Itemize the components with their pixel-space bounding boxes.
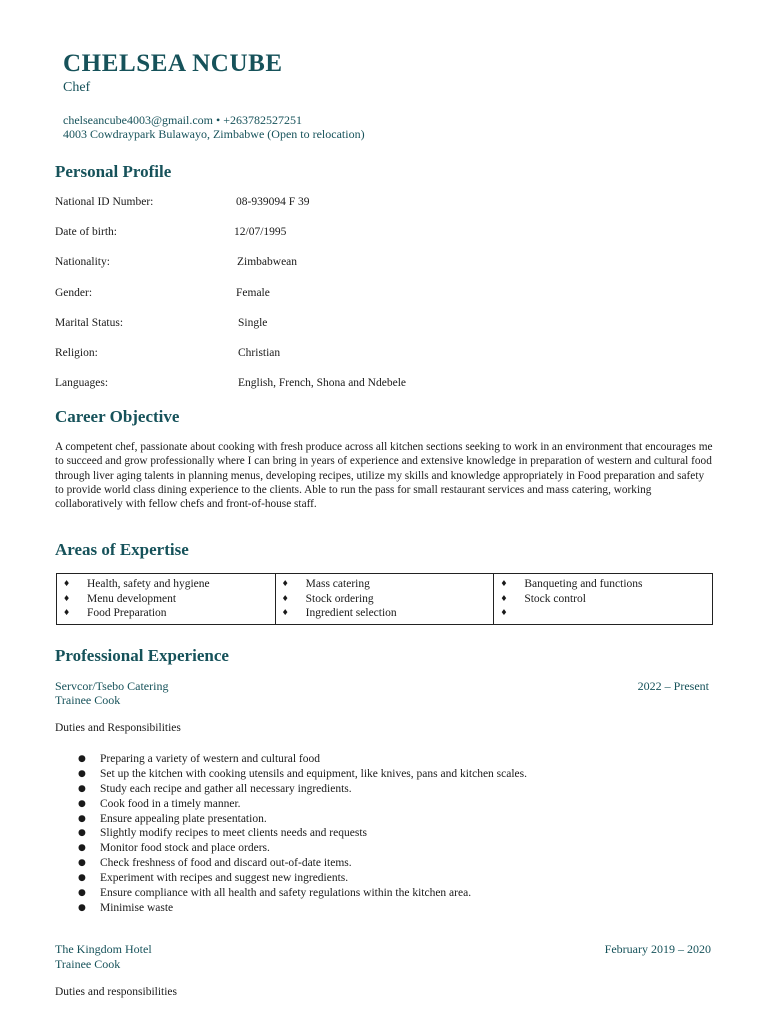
bullet-icon: ● [78,828,86,839]
expertise-column [275,574,494,625]
diamond-bullet-icon: ♦ [63,608,71,617]
bullet-icon: ● [78,754,86,764]
address-line: 4003 Cowdraypark Bulawayo, Zimbabwe (Open to relocation) [63,127,365,141]
list-item: ● Cook food in a timely manner. [78,797,241,810]
diamond-bullet-icon: ♦ [500,608,508,617]
profile-value-religion: Christian [238,347,281,359]
profile-label-national-id: National ID Number: [55,196,154,208]
list-item: ● Slightly modify recipes to meet clients needs and requests [78,827,367,840]
expertise-column [494,574,713,625]
list-item: ● Preparing a variety of western and cultural food [78,753,321,765]
diamond-bullet-icon: ♦ [63,579,71,588]
diamond-bullet-icon: ♦ [281,593,289,603]
expertise-item [498,606,708,621]
section-heading-personal-profile: Personal Profile [55,162,172,181]
duties-heading: Duties and Responsibilities [55,722,181,734]
duties-list [76,752,527,916]
section-heading-career-objective: Career Objective [55,407,180,426]
profile-value-date-of-birth: 12/07/1995 [234,226,287,238]
expertise-item: ♦ Ingredient selection [281,607,397,619]
expertise-item: ♦ Mass catering [281,578,370,590]
expertise-item: ♦ Menu development [63,592,177,605]
profile-label-languages: Languages: [55,377,109,389]
job-dates: 2022 – Present [637,679,709,693]
expertise-item: ♦ Stock ordering [281,592,374,605]
expertise-table [56,573,713,625]
expertise-item: ♦ Stock control [500,592,586,605]
bullet-icon: ● [78,798,86,809]
job-position: Trainee Cook [55,693,121,707]
profile-label-religion: Religion: [55,347,98,359]
job-employer: Servcor/Tsebo Catering [55,679,169,693]
contact-line: chelseancube4003@gmail.com • +263782527251 [63,113,302,127]
candidate-name: CHELSEA NCUBE [63,50,283,77]
profile-label-marital-status: Marital Status: [55,317,124,329]
job-position: Trainee Cook [55,957,121,971]
duties-heading: Duties and responsibilities [55,986,178,998]
section-heading-areas-of-expertise: Areas of Expertise [55,540,189,559]
profile-value-nationality: Zimbabwean [237,256,298,268]
bullet-icon: ● [78,902,86,913]
list-item: ● Ensure appealing plate presentation. [78,812,267,825]
profile-value-languages: English, French, Shona and Ndebele [238,377,406,389]
profile-value-marital-status: Single [238,317,268,329]
diamond-bullet-icon: ♦ [281,608,289,617]
expertise-item: ♦ Banqueting and functions [500,578,643,590]
job-employer: The Kingdom Hotel [55,942,152,956]
profile-value-gender: Female [236,287,270,299]
job-dates: February 2019 – 2020 [604,942,711,956]
list-item: ● Minimise waste [78,901,174,914]
bullet-icon: ● [78,888,86,899]
bullet-icon: ● [78,843,86,854]
bullet-icon: ● [78,858,86,869]
list-item: ● Set up the kitchen with cooking utensils and equipment, like knives, pans and kitchen scales. [78,767,528,780]
diamond-bullet-icon: ♦ [500,593,508,603]
career-objective-text: A competent chef, passionate about cooking with fresh produce across all kitchen sections seeking to work in an environment that encourages me to succeed and grow professionally where I can bring in years of experience and extensive knowledge in preparation of western and cultural food through liver aging talents in planning menus, developing recipes, utilize my skills and knowledge appropriately in Food preparation and safety to provide world class dining experience to the clients. Able to run the pass for small restaurant services and mass catering, working collaboratively with fellow chefs and front-of-house staff. [55,441,713,511]
bullet-icon: ● [78,873,86,884]
list-item: ● Study each recipe and gather all necessary ingredients. [78,782,352,795]
bullet-icon: ● [78,768,86,779]
list-item: ● Ensure compliance with all health and safety regulations within the kitchen area. [78,887,472,900]
bullet-icon: ● [78,783,86,794]
list-item: ● Check freshness of food and discard out-of-date items. [78,857,352,870]
profile-label-gender: Gender: [55,287,93,299]
profile-value-national-id: 08-939094 F 39 [236,196,310,208]
list-item: ● Experiment with recipes and suggest new ingredients. [78,872,349,885]
diamond-bullet-icon: ♦ [500,579,508,588]
profile-label-date-of-birth: Date of birth: [55,226,117,238]
diamond-bullet-icon: ♦ [281,579,289,588]
expertise-column [57,574,276,625]
bullet-icon: ● [78,813,86,824]
candidate-title: Chef [63,80,91,95]
list-item: ● Monitor food stock and place orders. [78,842,270,855]
section-heading-professional-experience: Professional Experience [55,646,229,665]
profile-label-nationality: Nationality: [55,256,110,268]
expertise-item: ♦ Food Preparation [63,607,167,619]
expertise-item: ♦ Health, safety and hygiene [63,578,210,590]
diamond-bullet-icon: ♦ [63,593,71,603]
